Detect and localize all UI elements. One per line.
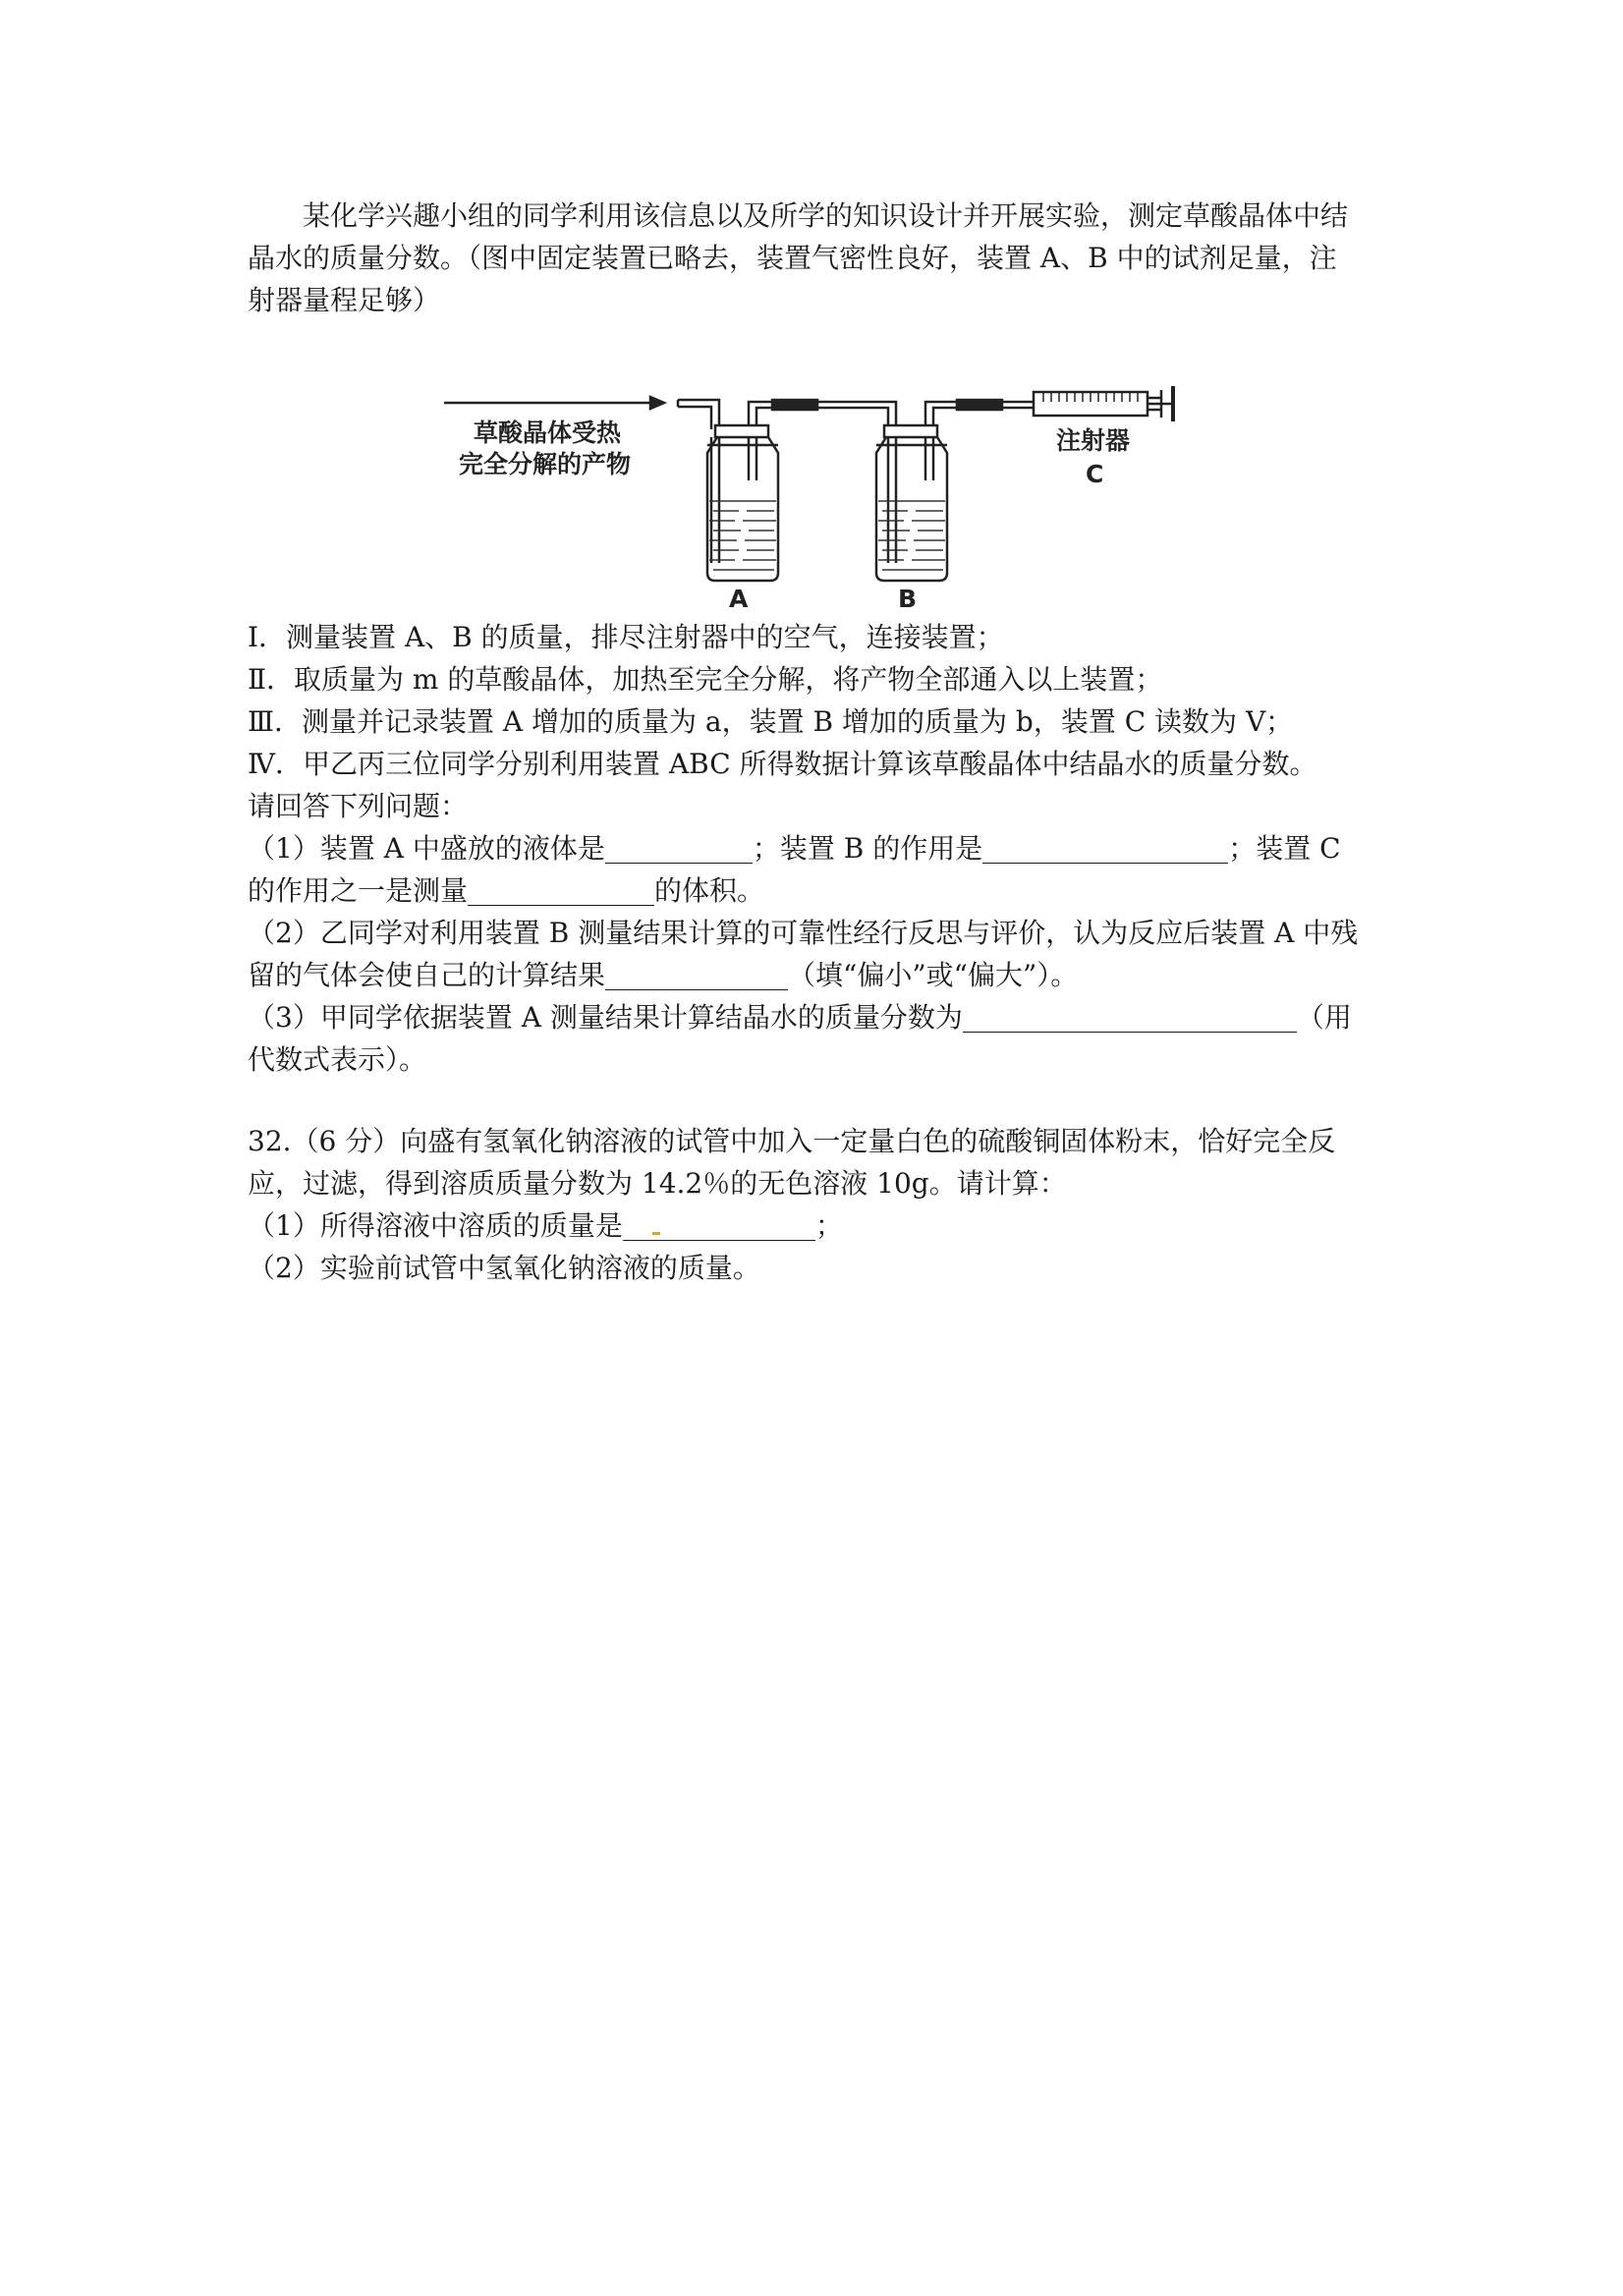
q1-text-a: （1）装置 A 中盛放的液体是 — [248, 832, 605, 865]
question-3-line-1 — [248, 996, 1387, 1038]
section-gap — [248, 1081, 1387, 1120]
source-label-line-1: 草酸晶体受热 — [474, 419, 622, 447]
question-32-part-2: （2）实验前试管中氢氧化钠溶液的质量。 — [248, 1252, 760, 1284]
step-3: Ⅲ．测量并记录装置 A 增加的质量为 a，装置 B 增加的质量为 b，装置 C 读数为 V； — [248, 705, 1294, 738]
syringe-label: 注射器 — [1056, 426, 1131, 455]
answer-blank-liquid-a[interactable] — [605, 833, 753, 864]
question-1-line-1 — [248, 827, 1387, 869]
document-page — [248, 195, 1387, 1289]
q1-text-d: 的作用之一是测量 — [248, 874, 469, 907]
bottle-a — [707, 425, 778, 581]
question-32-line-2: 应，过滤，得到溶质质量分数为 14.2％的无色溶液 10g。请计算： — [248, 1167, 1067, 1200]
intro-line-2: 晶水的质量分数。（图中固定装置已略去，装置气密性良好，装置 A、B 中的试剂足量，注 — [248, 242, 1337, 274]
question-32-line-1: 32.（6 分）向盛有氢氧化钠溶液的试管中加入一定量白色的硫酸铜固体粉末，恰好完全反 — [248, 1125, 1336, 1157]
apparatus-figure — [248, 370, 1387, 612]
rubber-joint-1 — [772, 400, 817, 410]
label-a: A — [729, 585, 749, 613]
answer-blank-solute-mass[interactable] — [623, 1210, 815, 1241]
label-b: B — [898, 585, 918, 613]
intro-line-3: 射器量程足够） — [248, 284, 441, 316]
q1-text-c: ；装置 C — [1228, 832, 1341, 865]
question-32-part-1 — [248, 1204, 1387, 1247]
ink-mark — [652, 1232, 660, 1235]
q32-part-1-text: （1）所得溶液中溶质的质量是 — [248, 1209, 623, 1242]
source-label-line-2: 完全分解的产物 — [459, 450, 632, 478]
apparatus-diagram — [248, 370, 1387, 612]
question-2-line-1: （2）乙同学对利用装置 B 测量结果计算的可靠性经行反思与评价，认为反应后装置 A 中残 — [248, 917, 1359, 949]
label-c: C — [1086, 460, 1104, 488]
question-3-line-2: 代数式表示）。 — [248, 1043, 427, 1076]
question-1-line-2 — [248, 869, 1387, 912]
inlet-tube-a — [678, 400, 719, 429]
answer-blank-purpose-b[interactable] — [982, 833, 1228, 864]
q3-text-b: （用 — [1296, 1001, 1352, 1034]
bottle-b — [876, 425, 947, 581]
answer-blank-volume-c[interactable] — [468, 875, 654, 906]
syringe-c — [1034, 386, 1173, 421]
q32-part-1-end: ； — [814, 1209, 843, 1242]
step-4: Ⅳ．甲乙丙三位同学分别利用装置 ABC 所得数据计算该草酸晶体中结晶水的质量分数。 — [248, 748, 1317, 780]
rubber-joint-2 — [957, 400, 1002, 410]
question-2-line-2 — [248, 954, 1387, 996]
q1-text-e: 的体积。 — [654, 874, 765, 907]
question-prompt: 请回答下列问题： — [248, 790, 469, 822]
arrow-head — [650, 397, 664, 409]
answer-blank-result-bias[interactable] — [605, 960, 788, 990]
step-2: Ⅱ．取质量为 m 的草酸晶体，加热至完全分解，将产物全部通入以上装置； — [248, 663, 1163, 696]
q2-text-c: （填“偏小”或“偏大”）。 — [788, 959, 1079, 991]
q1-text-b: ；装置 B 的作用是 — [752, 832, 983, 865]
answer-blank-mass-fraction[interactable] — [963, 1002, 1297, 1033]
q3-text-a: （3）甲同学依据装置 A 测量结果计算结晶水的质量分数为 — [248, 1001, 963, 1034]
step-1: Ⅰ．测量装置 A、B 的质量，排尽注射器中的空气，连接装置； — [248, 621, 1004, 653]
q2-text-b: 留的气体会使自己的计算结果 — [248, 959, 606, 991]
intro-line-1: 某化学兴趣小组的同学利用该信息以及所学的知识设计并开展实验，测定草酸晶体中结 — [303, 199, 1349, 232]
